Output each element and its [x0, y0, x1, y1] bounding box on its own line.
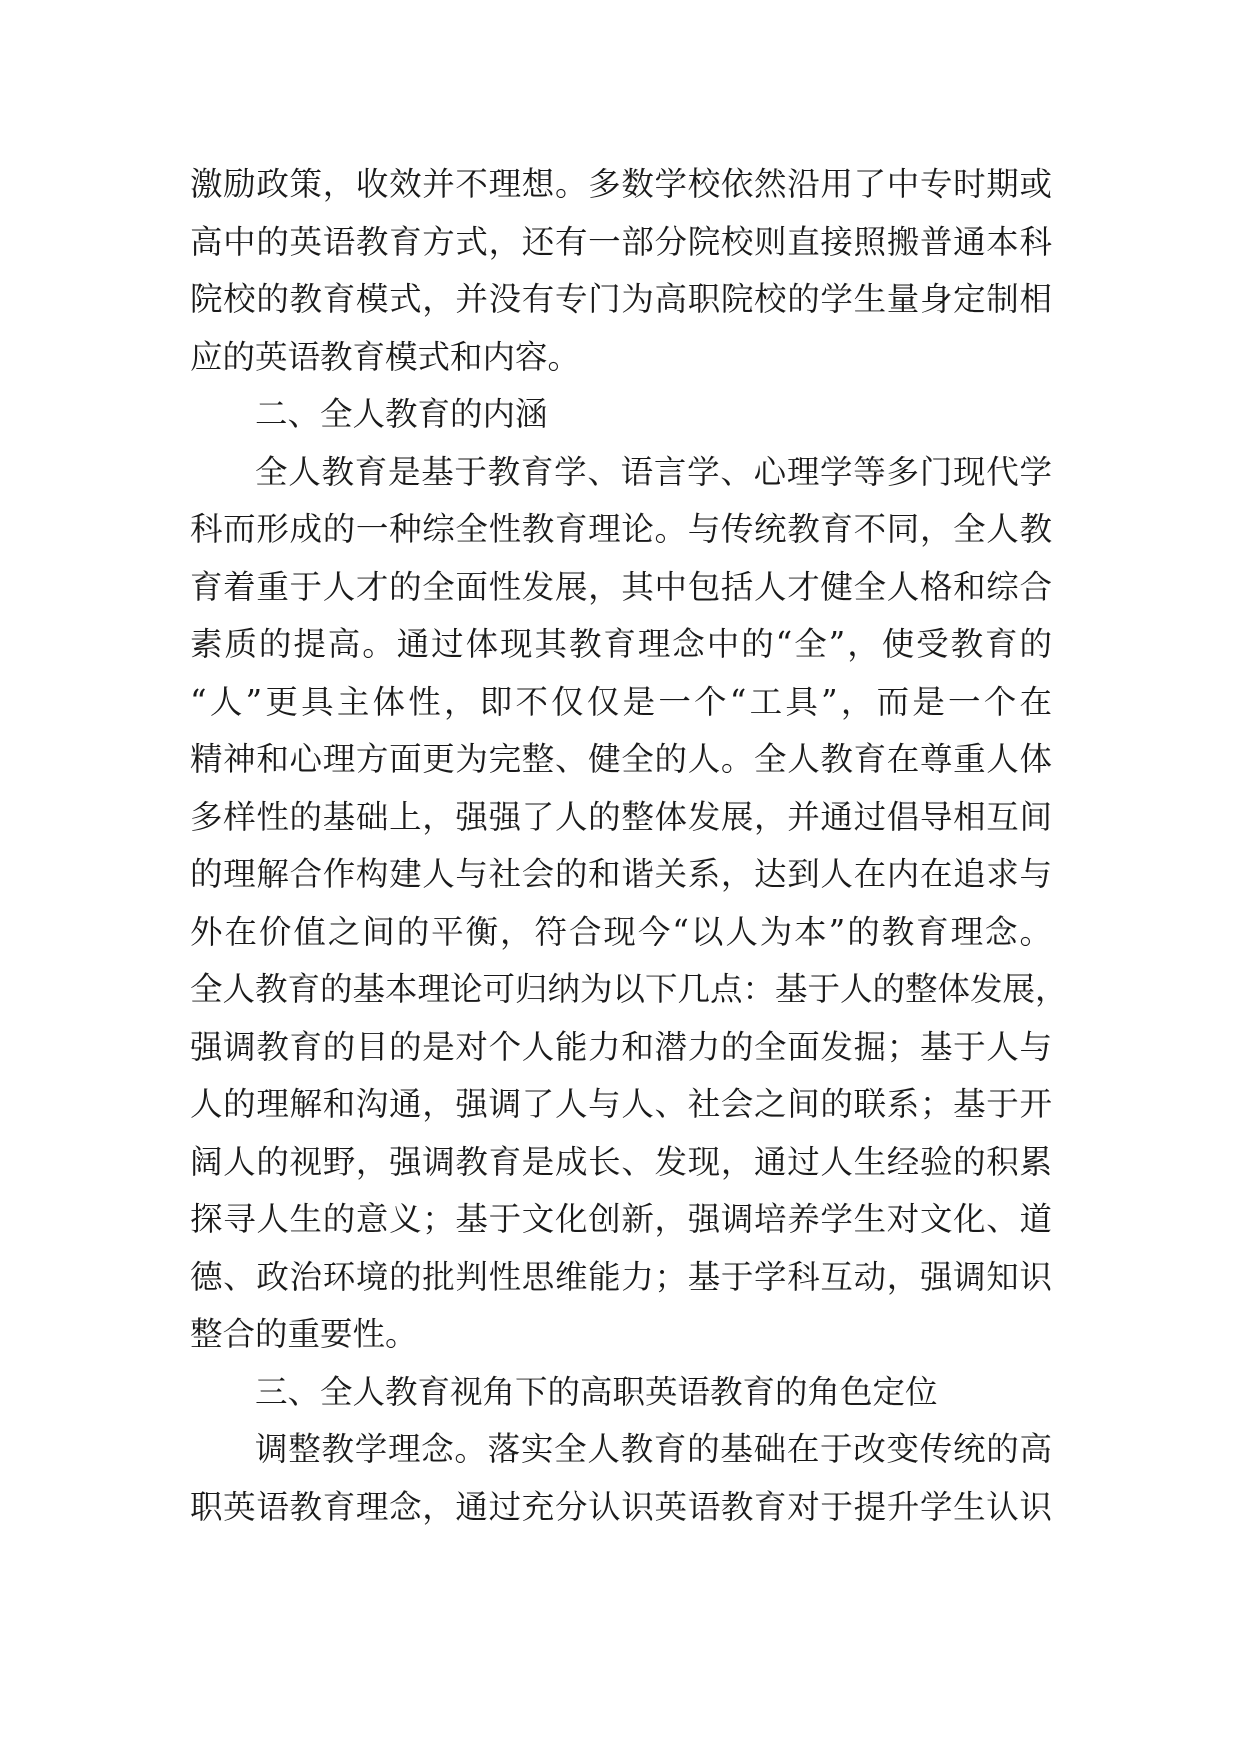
text-line: 职英语教育理念，通过充分认识英语教育对于提升学生认识	[190, 1487, 1052, 1526]
text-line: 探寻人生的意义；基于文化创新，强调培养学生对文化、道	[190, 1200, 1052, 1238]
heading-text: 二、全人教育的内涵	[255, 395, 548, 433]
text-line: 院校的教育模式，并没有专门为高职院校的学生量身定制相	[190, 280, 1052, 318]
text-line: 整合的重要性。	[190, 1315, 418, 1353]
text-line: 育着重于人才的全面性发展，其中包括人才健全人格和综合	[190, 567, 1052, 606]
text-line: 外在价值之间的平衡，符合现今“以人为本”的教育理念。	[190, 912, 1052, 951]
text-line: 高中的英语教育方式，还有一部分院校则直接照搬普通本科	[190, 222, 1052, 261]
heading-text: 三、全人教育视角下的高职英语教育的角色定位	[255, 1372, 938, 1411]
text-line: 调整教学理念。落实全人教育的基础在于改变传统的高	[255, 1430, 1052, 1468]
text-line: 精神和心理方面更为完整、健全的人。全人教育在尊重人体	[190, 740, 1052, 778]
text-line: 激励政策，收效并不理想。多数学校依然沿用了中专时期或	[190, 165, 1052, 203]
paragraph-continuation	[190, 156, 1052, 386]
text-line: 科而形成的一种综全性教育理论。与传统教育不同，全人教	[190, 510, 1052, 548]
section-heading	[190, 1364, 1052, 1422]
text-line: 全人教育是基于教育学、语言学、心理学等多门现代学	[255, 452, 1052, 491]
text-line: 素质的提高。通过体现其教育理念中的“全”，使受教育的	[190, 625, 1052, 663]
text-line: 人的理解和沟通，强调了人与人、社会之间的联系；基于开	[190, 1085, 1052, 1123]
paragraph	[190, 1421, 1052, 1536]
text-line: 阔人的视野，强调教育是成长、发现，通过人生经验的积累	[190, 1142, 1052, 1181]
text-line: 应的英语教育模式和内容。	[190, 337, 581, 376]
text-line: 的理解合作构建人与社会的和谐关系，达到人在内在追求与	[190, 855, 1052, 893]
text-line: 全人教育的基本理论可归纳为以下几点：基于人的整体发展，	[190, 970, 1068, 1008]
document-body	[190, 156, 1068, 1536]
text-line: “人”更具主体性，即不仅仅是一个“工具”，而是一个在	[190, 682, 1052, 721]
paragraph	[190, 444, 1068, 1364]
text-line: 多样性的基础上，强强了人的整体发展，并通过倡导相互间	[190, 797, 1052, 836]
section-heading	[190, 386, 1052, 444]
text-line: 强调教育的目的是对个人能力和潜力的全面发掘；基于人与	[190, 1027, 1052, 1066]
text-line: 德、政治环境的批判性思维能力；基于学科互动，强调知识	[190, 1257, 1052, 1296]
